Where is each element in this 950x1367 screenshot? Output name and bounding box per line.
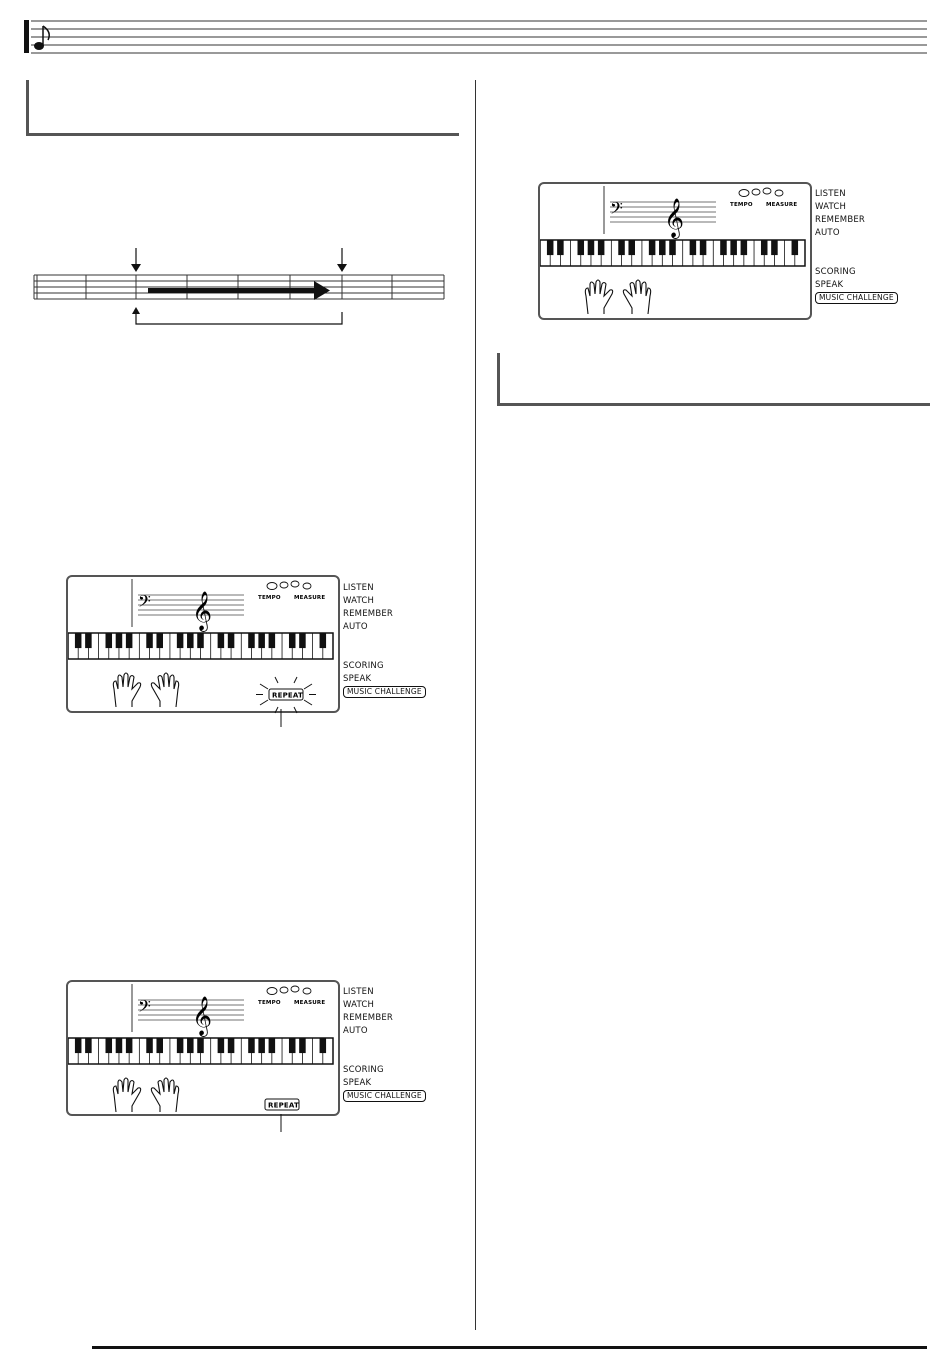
hands-icon (113, 673, 178, 707)
keyboard-graphic (540, 240, 805, 266)
black-key (598, 240, 605, 255)
black-key (578, 240, 585, 255)
menu-item-remember: REMEMBER (815, 215, 866, 225)
black-key (177, 633, 184, 648)
black-key (289, 1038, 296, 1053)
black-key (669, 240, 676, 255)
black-key (720, 240, 727, 255)
black-key (197, 1038, 204, 1053)
music-challenge-badge: MUSIC CHALLENGE (343, 686, 426, 698)
lcd-menu-1 (815, 188, 898, 305)
black-key (547, 240, 554, 255)
loop-back-arrow-icon (136, 310, 342, 324)
bass-clef-icon: 𝄢 (610, 198, 623, 222)
black-key (116, 1038, 123, 1053)
note-icon (34, 26, 49, 50)
lcd-menu-3 (343, 986, 426, 1103)
music-challenge-badge: MUSIC CHALLENGE (343, 1090, 426, 1102)
black-key (156, 1038, 163, 1053)
play-direction-arrow-icon (148, 281, 330, 300)
black-key (197, 633, 204, 648)
black-key (730, 240, 737, 255)
repeat-indicator: REPEAT (268, 1101, 299, 1110)
black-key (649, 240, 656, 255)
black-key (258, 1038, 265, 1053)
menu-item-speak: SPEAK (343, 1078, 372, 1088)
black-key (289, 633, 296, 648)
black-key (557, 240, 564, 255)
measure-indicator-label: MEASURE (766, 202, 798, 208)
measure-indicator-label: MEASURE (294, 595, 326, 601)
keyboard-graphic (68, 1038, 333, 1064)
tempo-indicator-label: TEMPO (730, 202, 753, 208)
black-key (177, 1038, 184, 1053)
header-staff (24, 18, 927, 54)
black-key (700, 240, 707, 255)
menu-item-watch: WATCH (343, 1000, 375, 1010)
treble-clef-icon: 𝄞 (192, 591, 213, 631)
footer-rule (92, 1346, 927, 1349)
black-key (248, 633, 255, 648)
menu-item-watch: WATCH (815, 202, 847, 212)
black-key (146, 633, 153, 648)
section-heading-box-left (26, 80, 459, 136)
lcd-menu-2 (343, 582, 426, 699)
black-key (85, 1038, 92, 1053)
music-challenge-badge: MUSIC CHALLENGE (815, 292, 898, 304)
menu-item-listen: LISTEN (343, 987, 374, 997)
black-key (659, 240, 666, 255)
tempo-indicator-label: TEMPO (258, 1000, 281, 1006)
black-key (126, 1038, 133, 1053)
section-heading-box-right (497, 353, 930, 406)
black-key (75, 633, 82, 648)
black-key (75, 1038, 82, 1053)
black-key (320, 1038, 327, 1053)
bass-clef-icon: 𝄢 (138, 591, 151, 615)
black-key (248, 1038, 255, 1053)
treble-clef-icon: 𝄞 (192, 996, 213, 1036)
black-key (588, 240, 595, 255)
black-key (218, 633, 225, 648)
start-arrow-icon (131, 248, 141, 272)
black-key (146, 1038, 153, 1053)
black-key (628, 240, 635, 255)
black-key (106, 633, 113, 648)
black-key (228, 1038, 235, 1053)
black-key (126, 633, 133, 648)
menu-item-speak: SPEAK (815, 280, 844, 290)
repeat-loop-diagram (30, 246, 450, 328)
menu-item-remember: REMEMBER (343, 1013, 394, 1023)
black-key (269, 633, 276, 648)
menu-item-listen: LISTEN (815, 189, 846, 199)
keyboard-graphic (68, 633, 333, 659)
black-key (187, 633, 194, 648)
menu-item-listen: LISTEN (343, 583, 374, 593)
menu-item-scoring: SCORING (815, 267, 856, 277)
menu-item-speak: SPEAK (343, 674, 372, 684)
black-key (299, 1038, 306, 1053)
black-key (320, 633, 327, 648)
end-arrow-icon (337, 248, 347, 272)
hands-icon (585, 280, 650, 314)
menu-item-watch: WATCH (343, 596, 375, 606)
measure-indicator-label: MEASURE (294, 1000, 326, 1006)
lcd-contents (68, 982, 336, 1132)
menu-item-auto: AUTO (343, 622, 368, 632)
bass-clef-icon: 𝄢 (138, 996, 151, 1020)
black-key (771, 240, 778, 255)
black-key (116, 633, 123, 648)
menu-item-scoring: SCORING (343, 661, 384, 671)
black-key (106, 1038, 113, 1053)
black-key (228, 633, 235, 648)
black-key (218, 1038, 225, 1053)
menu-item-auto: AUTO (815, 228, 840, 238)
black-key (299, 633, 306, 648)
black-key (618, 240, 625, 255)
column-divider (475, 80, 476, 1330)
black-key (741, 240, 748, 255)
black-key (269, 1038, 276, 1053)
black-key (761, 240, 768, 255)
lcd-contents (68, 577, 336, 727)
menu-item-scoring: SCORING (343, 1065, 384, 1075)
menu-item-remember: REMEMBER (343, 609, 394, 619)
menu-item-auto: AUTO (343, 1026, 368, 1036)
treble-clef-icon: 𝄞 (664, 198, 685, 238)
black-key (156, 633, 163, 648)
black-key (258, 633, 265, 648)
hands-icon (113, 1078, 178, 1112)
black-key (85, 633, 92, 648)
tempo-indicator-label: TEMPO (258, 595, 281, 601)
black-key (690, 240, 697, 255)
repeat-indicator: REPEAT (272, 691, 303, 700)
black-key (792, 240, 799, 255)
black-key (187, 1038, 194, 1053)
lcd-contents (540, 184, 808, 316)
